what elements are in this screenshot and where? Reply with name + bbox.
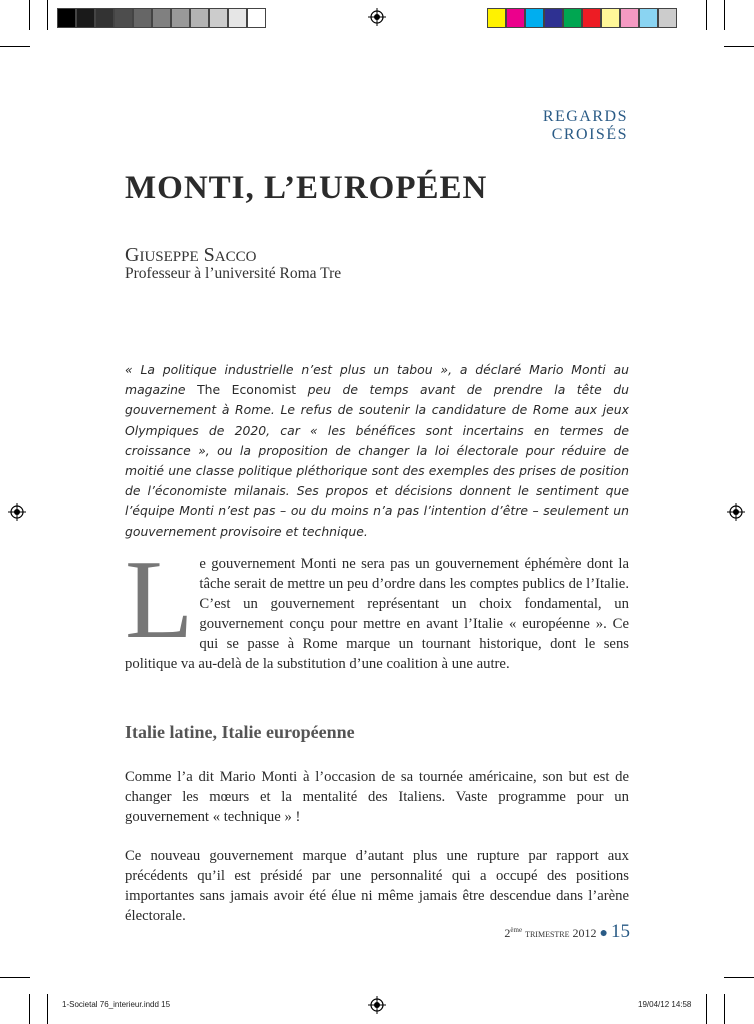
crop-mark xyxy=(0,46,30,47)
magazine-name: The Economist xyxy=(197,382,297,398)
abstract-text-1: « La politique industrielle n’est plus un tabou », a déclaré Mario Monti au magazine xyxy=(125,362,629,398)
color-swatch xyxy=(658,8,677,28)
color-swatch xyxy=(76,8,95,28)
drop-cap: L xyxy=(125,538,194,662)
color-swatch xyxy=(133,8,152,28)
crop-mark xyxy=(724,46,754,47)
slug-date: 19/04/12 14:58 xyxy=(638,1000,692,1009)
crop-mark xyxy=(47,0,48,30)
body-paragraph-3: Ce nouveau gouvernement marque d’autant plus une rupture par rapport aux précédents qu’il est présidé par une personnalité qui a occupé des positions importantes sans jamais avoir été élue ni même jamais être descendue dans l’arène électorale. xyxy=(125,848,629,924)
color-swatch xyxy=(152,8,171,28)
abstract xyxy=(125,360,629,542)
author-last-initial: S xyxy=(203,244,215,266)
bullet-icon: ● xyxy=(599,926,608,941)
slug-filename: 1-Societal 76_interieur.indd 15 xyxy=(62,1000,171,1009)
section-subheading: Italie latine, Italie européenne xyxy=(125,722,355,742)
crop-mark xyxy=(0,977,30,978)
registration-mark-icon xyxy=(368,8,386,26)
registration-mark-icon xyxy=(727,503,745,521)
color-swatch xyxy=(525,8,544,28)
author-last-rest: ACCO xyxy=(214,249,257,265)
crop-mark xyxy=(47,994,48,1024)
page-footer xyxy=(440,921,630,943)
crop-mark xyxy=(724,0,725,30)
registration-mark-icon xyxy=(368,996,386,1014)
crop-mark xyxy=(29,994,30,1024)
process-color-bar xyxy=(487,8,677,28)
section-label: REGARDS CROISÉS xyxy=(542,108,628,143)
author-first-rest: IUSEPPE xyxy=(139,249,199,265)
color-swatch xyxy=(563,8,582,28)
grey-color-bar xyxy=(57,8,266,28)
color-swatch xyxy=(114,8,133,28)
author-name xyxy=(125,244,256,267)
color-swatch xyxy=(487,8,506,28)
issue-word: trimestre xyxy=(525,926,570,940)
crop-mark xyxy=(706,994,707,1024)
color-swatch xyxy=(171,8,190,28)
author-affiliation: Professeur à l’université Roma Tre xyxy=(125,265,342,282)
body-paragraph xyxy=(125,538,629,674)
color-swatch xyxy=(228,8,247,28)
issue-year: 2012 xyxy=(572,926,597,940)
color-swatch xyxy=(190,8,209,28)
color-swatch xyxy=(209,8,228,28)
crop-mark xyxy=(29,0,30,30)
color-swatch xyxy=(601,8,620,28)
issue-ordinal: ème xyxy=(510,926,523,934)
color-swatch xyxy=(247,8,266,28)
color-swatch xyxy=(95,8,114,28)
color-swatch xyxy=(639,8,658,28)
registration-mark-icon xyxy=(8,503,26,521)
color-swatch xyxy=(620,8,639,28)
color-swatch xyxy=(544,8,563,28)
page-number: 15 xyxy=(611,921,630,942)
color-swatch xyxy=(582,8,601,28)
issue-number: 2 xyxy=(504,926,511,940)
author-first-initial: G xyxy=(125,244,140,266)
crop-mark xyxy=(724,994,725,1024)
abstract-text-2: peu de temps avant de prendre la tête du gouvernement à Rome. Le refus de soutenir la candidature de Rome aux jeux Olympiques de 2020, car « les bénéfices sont incertains en termes de croissance », ou la proposition de changer la loi électorale pour réduire de moitié une classe politique pléthorique sont des exemples des prises de position de l’économiste milanais. Ses propos et décisions donnent le sentiment que l’équipe Monti n’est pas – ou du moins n’a pas l’intention d’être – seulement un gouvernement provisoire et technique. xyxy=(125,382,630,539)
color-swatch xyxy=(57,8,76,28)
paragraph-1-text: e gouvernement Monti ne sera pas un gouvernement éphémère dont la tâche serait de mettre un peu d’ordre dans les comptes publics de l’Italie. C’est un gouvernement représentant un choix fondamental, un gouvernement conçu pour mettre en avant l’Italie « européenne ». Ce qui se passe à Rome marque un tournant historique, dont le sens politique va au-delà de la substitution d’une coalition à une autre. xyxy=(125,556,629,672)
crop-mark xyxy=(706,0,707,30)
body-paragraph-2: Comme l’a dit Mario Monti à l’occasion de sa tournée américaine, son but est de changer les mœurs et la mentalité des Italiens. Vaste programme pour un gouvernement « technique » ! xyxy=(125,769,629,825)
color-swatch xyxy=(506,8,525,28)
article-title: MONTI, L’EUROPÉEN xyxy=(125,170,488,206)
crop-mark xyxy=(724,977,754,978)
